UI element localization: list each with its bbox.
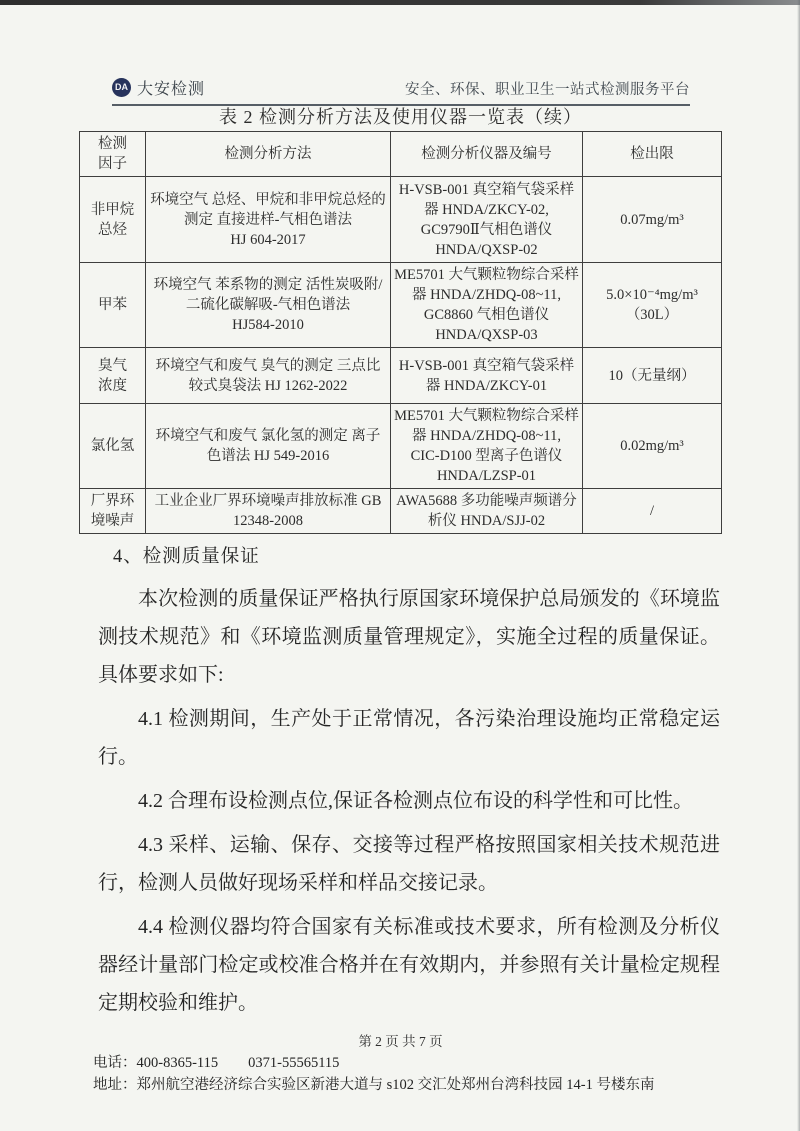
cell-instrument: H-VSB-001 真空箱气袋采样 器 HNDA/ZKCY-01 bbox=[391, 348, 583, 404]
paragraph-4-1: 4.1 检测期间，生产处于正常情况，各污染治理设施均正常稳定运行。 bbox=[98, 708, 720, 768]
cell-factor: 氯化氢 bbox=[80, 404, 146, 489]
page-number: 第 2 页 共 7 页 bbox=[358, 1034, 443, 1049]
table-header-row bbox=[80, 132, 722, 177]
cell-instrument: 检测分析仪器及编号 bbox=[391, 132, 583, 177]
paragraph-intro: 本次检测的质量保证严格执行原国家环境保护总局颁发的《环境监测技术规范》和《环境监测质量管理规定》，实施全过程的质量保证。具体要求如下: bbox=[98, 588, 720, 686]
phone-label: 电话： bbox=[93, 1055, 137, 1071]
cell-instrument: ME5701 大气颗粒物综合采样 器 HNDA/ZHDQ-08~11, GC8860 气相色谱仪 HNDA/QXSP-03 bbox=[391, 263, 583, 348]
phone-number-1: 400-8365-115 bbox=[136, 1055, 219, 1071]
footer-address: 地址：郑州航空港经济综合实验区新港大道与 s102 交汇处郑州台湾科技园 14-1 号楼东南 bbox=[93, 1077, 655, 1093]
table-row bbox=[80, 489, 722, 534]
cell-limit: 5.0×10⁻⁴mg/m³ （30L） bbox=[583, 263, 722, 348]
cell-factor: 厂界环 境噪声 bbox=[80, 489, 146, 534]
cell-limit: 0.02mg/m³ bbox=[583, 404, 722, 489]
cell-factor: 臭气 浓度 bbox=[80, 348, 146, 404]
table-row bbox=[80, 177, 722, 263]
cell-instrument: ME5701 大气颗粒物综合采样 器 HNDA/ZHDQ-08~11, CIC-D100 型离子色谱仪 HNDA/LZSP-01 bbox=[391, 404, 583, 489]
cell-method: 环境空气和废气 氯化氢的测定 离子 色谱法 HJ 549-2016 bbox=[146, 404, 391, 489]
cell-method: 环境空气和废气 臭气的测定 三点比 较式臭袋法 HJ 1262-2022 bbox=[146, 348, 391, 404]
cell-method: 工业企业厂界环境噪声排放标准 GB 12348-2008 bbox=[146, 489, 391, 534]
document-body bbox=[79, 103, 722, 1028]
cell-factor: 非甲烷 总烃 bbox=[80, 177, 146, 263]
cell-instrument: AWA5688 多功能噪声频谱分 析仪 HNDA/SJJ-02 bbox=[391, 489, 583, 534]
cell-method: 环境空气 总烃、甲烷和非甲烷总烃的 测定 直接进样-气相色谱法 HJ 604-2017 bbox=[146, 177, 391, 263]
table-title: 表 2 检测分析方法及使用仪器一览表（续） bbox=[219, 107, 582, 127]
cell-instrument: H-VSB-001 真空箱气袋采样 器 HNDA/ZKCY-02, GC9790Ⅱ气相色谱仪 HNDA/QXSP-02 bbox=[391, 177, 583, 263]
header-tagline: 安全、环保、职业卫生一站式检测服务平台 bbox=[405, 82, 690, 98]
cell-method: 检测分析方法 bbox=[146, 132, 391, 177]
brand bbox=[112, 76, 205, 99]
section-heading: 4、检测质量保证 bbox=[113, 547, 260, 567]
page-header bbox=[112, 76, 690, 106]
cell-limit: 0.07mg/m³ bbox=[583, 177, 722, 263]
methods-table-body bbox=[80, 177, 722, 534]
company-logo-icon: DA bbox=[112, 78, 131, 97]
cell-limit: / bbox=[583, 489, 722, 534]
methods-table-head bbox=[80, 132, 722, 177]
cell-factor: 甲苯 bbox=[80, 263, 146, 348]
table-row bbox=[80, 404, 722, 489]
cell-method: 环境空气 苯系物的测定 活性炭吸附/ 二硫化碳解吸-气相色谱法 HJ584-2010 bbox=[146, 263, 391, 348]
paragraph-4-2: 4.2 合理布设检测点位,保证各检测点位布设的科学性和可比性。 bbox=[138, 790, 693, 812]
cell-factor: 检测 因子 bbox=[80, 132, 146, 177]
table-row bbox=[80, 348, 722, 404]
table-row bbox=[80, 263, 722, 348]
company-name: 大安检测 bbox=[137, 81, 206, 98]
methods-table bbox=[79, 131, 722, 534]
paragraph-4-3: 4.3 采样、运输、保存、交接等过程严格按照国家相关技术规范进行，检测人员做好现场采样和样品交接记录。 bbox=[98, 834, 720, 894]
phone-number-2: 0371-55565115 bbox=[248, 1055, 340, 1071]
section-quality-assurance bbox=[79, 542, 722, 1022]
cell-limit: 10（无量纲） bbox=[583, 348, 722, 404]
scan-edge-top bbox=[0, 0, 800, 5]
paragraph-4-4: 4.4 检测仪器均符合国家有关标准或技术要求，所有检测及分析仪器经计量部门检定或校准合格并在有效期内，并参照有关计量检定规程定期校验和维护。 bbox=[98, 916, 720, 1014]
footer-phone bbox=[93, 1051, 339, 1072]
cell-limit: 检出限 bbox=[583, 132, 722, 177]
